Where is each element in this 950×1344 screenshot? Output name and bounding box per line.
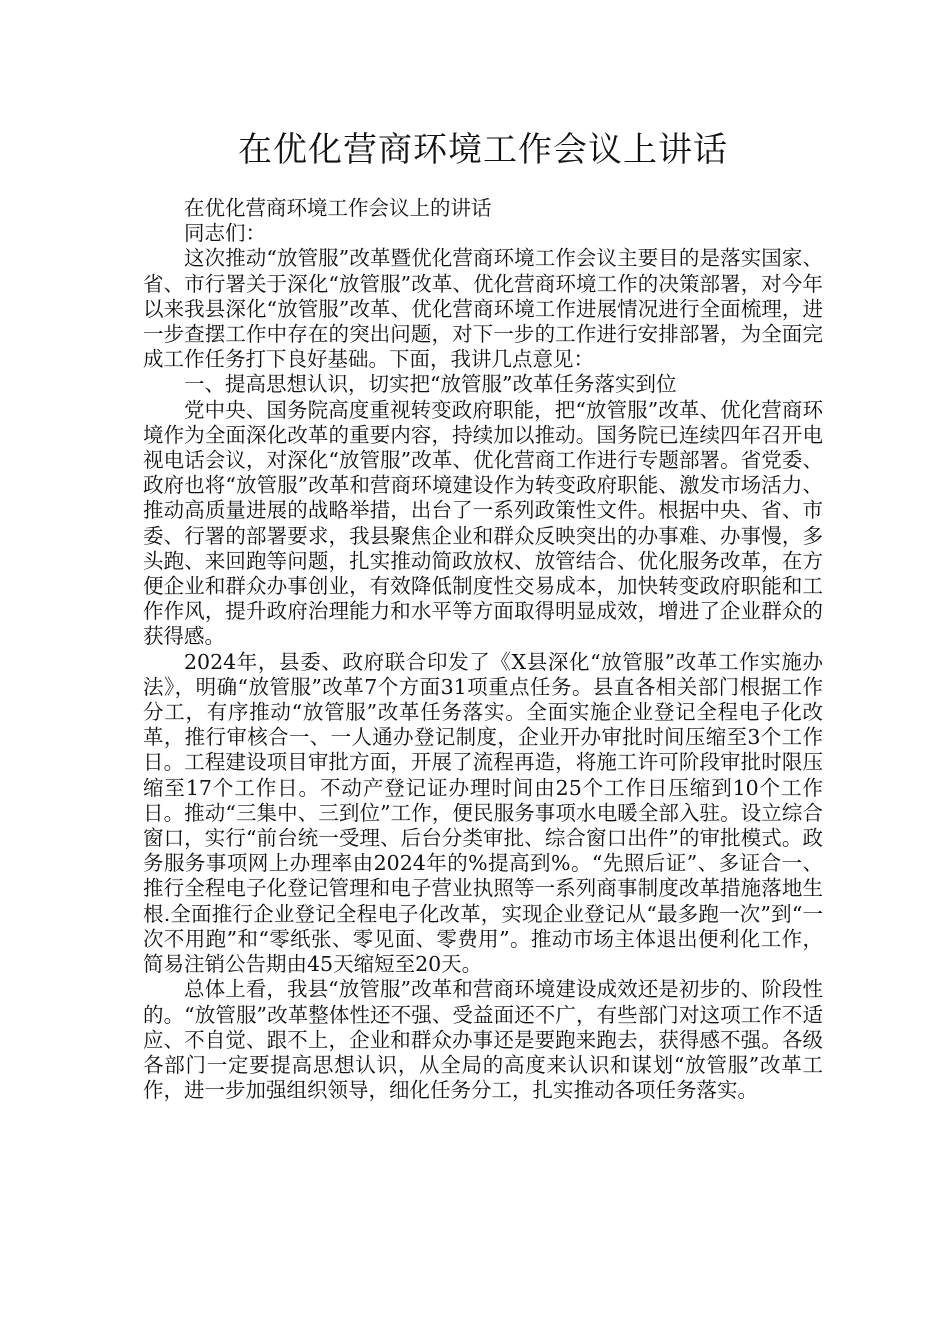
document-body (143, 196, 823, 1103)
body-paragraph: 这次推动“放管服”改革暨优化营商环境工作会议主要目的是落实国家、省、市行署关于深化“放管服”改革、优化营商环境工作的决策部署，对今年以来我县深化“放管服”改革、优化营商环境工作进展情况进行全面梳理，进一步查摆工作中存在的突出问题，对下一步的工作进行安排部署，为全面完成工作任务打下良好基础。下面，我讲几点意见： (143, 246, 823, 372)
document-title: 在优化营商环境工作会议上讲话 (238, 130, 728, 170)
document-page (143, 128, 823, 1103)
body-paragraph: 2024年，县委、政府联合印发了《X县深化“放管服”改革工作实施办法》，明确“放管服”改革7个方面31项重点任务。县直各相关部门根据工作分工，有序推动“放管服”改革任务落实。全面实施企业登记全程电子化改革，推行审核合一、一人通办登记制度，企业开办审批时间压缩至3个工作日。工程建设项目审批方面，开展了流程再造，将施工许可阶段审批时限压缩至17个工作日。不动产登记证办理时间由25个工作日压缩到10个工作日。推动“三集中、三到位”工作，便民服务事项水电暖全部入驻。设立综合窗口，实行“前台统一受理、后台分类审批、综合窗口出件”的审批模式。政务服务事项网上办理率由2024年的%提高到%。“先照后证”、多证合一、推行全程电子化登记管理和电子营业执照等一系列商事制度改革措施落地生根.全面推行企业登记全程电子化改革，实现企业登记从“最多跑一次”到“一次不用跑”和“零纸张、零见面、零费用”。推动市场主体退出便利化工作，简易注销公告期由45天缩短至20天。 (143, 649, 823, 977)
section-heading: 一、提高思想认识，切实把“放管服”改革任务落实到位 (184, 372, 677, 397)
body-paragraph: 总体上看，我县“放管服”改革和营商环境建设成效还是初步的、阶段性的。“放管服”改革整体性还不强、受益面还不广，有些部门对这项工作不适应、不自觉、跟不上，企业和群众办事还是要跑来跑去，获得感不强。各级各部门一定要提高思想认识，从全局的高度来认识和谋划“放管服”改革工作，进一步加强组织领导，细化任务分工，扎实推动各项任务落实。 (143, 977, 823, 1103)
body-paragraph: 党中央、国务院高度重视转变政府职能，把“放管服”改革、优化营商环境作为全面深化改革的重要内容，持续加以推动。国务院已连续四年召开电视电话会议，对深化“放管服”改革、优化营商工作进行专题部署。省党委、政府也将“放管服”改革和营商环境建设作为转变政府职能、激发市场活力、推动高质量进展的战略举措，出台了一系列政策性文件。根据中央、省、市委、行署的部署要求，我县聚焦企业和群众反映突出的办事难、办事慢，多头跑、来回跑等问题，扎实推动简政放权、放管结合、优化服务改革，在方便企业和群众办事创业，有效降低制度性交易成本，加快转变政府职能和工作作风，提升政府治理能力和水平等方面取得明显成效，增进了企业群众的获得感。 (143, 397, 823, 649)
subtitle-paragraph: 在优化营商环境工作会议上的讲话 (184, 196, 492, 220)
salutation-paragraph: 同志们： (184, 221, 266, 246)
